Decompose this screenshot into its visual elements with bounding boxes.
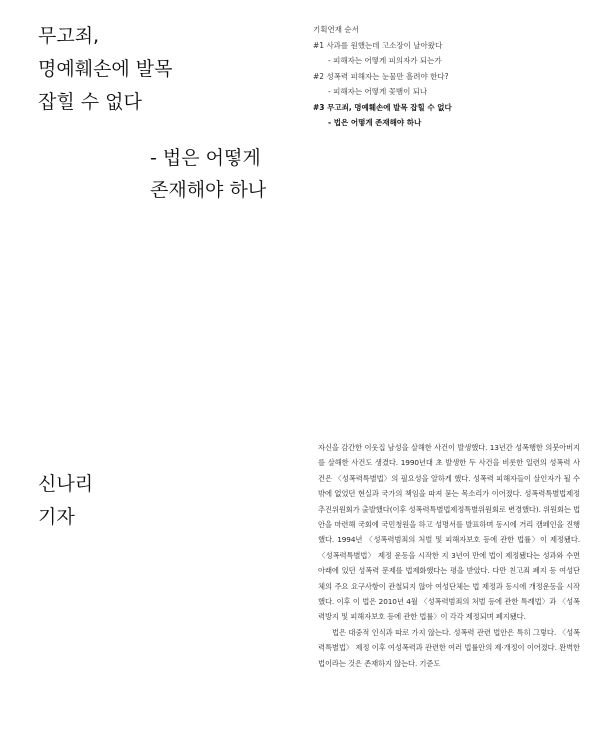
body-paragraph: 자신을 감간한 이웃집 남성을 살해한 사건이 발생했다. 13년간 성폭행한 의붓아버지를 살해한 사건도 생겼다. 1990년대 초 발생한 두 사건을 비롯한 일련의 성폭력 사건은 〈성폭력특별법〉의 필요성을 알하게 했다. 성폭력 피해자들이 살인자가 될 수밖에 없었던 현실과 국가의 책임을 따져 묻는 목소리가 이어졌다. 성폭력특별법제정추진위원회가 출발했다(이후 성폭력특별법제정특별위원회로 변경했다). 위원회는 법안을 마련해 국회에 국민청원을 하고 성명서를 발표하며 동시에 거리 캠페인을 진행했다. 1994년 〈성폭력범죄의 처벌 및 피해자보호 등에 관한 법률〉이 제정됐다. 〈성폭력특별법〉 제정 운동을 시작한 지 3년여 만에 법이 제정됐다는 성과와 수면 아래에 있던 성폭력 문제를 법제화했다는 평을 받았다. 다만 친고죄 폐지 등 여성단체의 주요 요구사항이 관철되지 않아 여성단체는 법 제정과 동시에 개정운동을 시작했다. 이후 이 법은 2010년 4월 〈성폭력범죄의 처벌 등에 관한 특례법〉과 〈성폭력방지 및 피해자보호 등에 관한 법률〉이 각각 제정되며 폐지됐다.	[318, 443, 581, 622]
title-line: 명예훼손에 발목	[38, 58, 173, 80]
series-subitem: - 피해자는 어떻게 피의자가 되는가	[328, 56, 442, 65]
title-line: 잡힐 수 없다	[38, 91, 142, 113]
subtitle-line: - 법은 어떻게	[150, 147, 261, 169]
article-subtitle	[150, 142, 266, 206]
series-subitem-current: - 법은 어떻게 존재해야 하나	[328, 118, 422, 127]
author-name: 신나리	[38, 473, 94, 495]
series-item-current: #3 무고죄, 명예훼손에 발목 잡힐 수 없다	[313, 102, 452, 112]
article-title	[38, 20, 173, 119]
subtitle-line: 존재해야 하나	[150, 179, 267, 201]
series-item: #2 성폭력 피해자는 눈물만 흘려야 한다?	[313, 71, 449, 81]
article-body	[318, 440, 580, 671]
series-order-box	[313, 22, 583, 131]
title-line: 무고죄,	[38, 25, 100, 47]
series-item: #1 사과를 원했는데 고소장이 날아왔다	[313, 40, 443, 50]
series-subitem: - 피해자는 어떻게 꽃뱀이 되나	[328, 87, 428, 96]
author-role: 기자	[38, 506, 75, 528]
series-heading: 기획연재 순서	[313, 25, 359, 34]
author-byline	[38, 468, 93, 534]
body-paragraph: 법은 대중적 인식과 따로 가지 않는다. 성폭력 관련 법안은 특히 그렇다. 〈성폭력특별법〉 제정 이후 여성폭력과 관련한 여러 법률안의 제·개정이 이어졌다. 완벽한 법이라는 것은 존재하지 않는다. 기준도	[318, 627, 580, 668]
